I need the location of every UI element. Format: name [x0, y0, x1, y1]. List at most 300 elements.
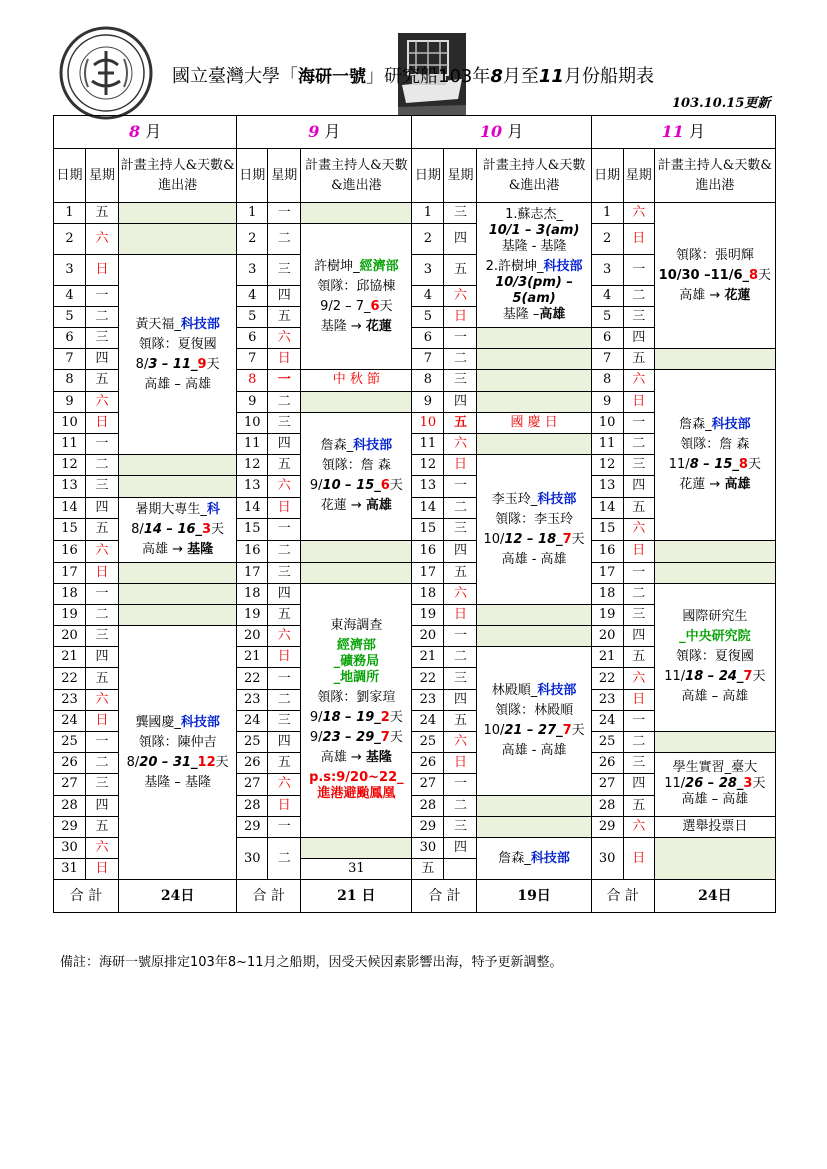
date-cell: 25	[54, 732, 86, 753]
date-cell: 19	[412, 604, 444, 625]
date-cell: 16	[412, 540, 444, 562]
plan-cell-nov-25	[654, 732, 775, 753]
weekday-cell: 五	[268, 455, 301, 476]
weekday-cell: 三	[444, 370, 477, 391]
date-cell: 5	[237, 306, 268, 327]
weekday-cell: 六	[444, 285, 477, 306]
plan-cell-nov-29: 選舉投票日	[654, 816, 775, 837]
plan-cell-oct-20	[477, 626, 591, 647]
date-cell: 15	[412, 519, 444, 541]
weekday-cell: 三	[444, 203, 477, 224]
date-cell: 2	[237, 224, 268, 255]
plan-cell-sep-10: 詹森_科技部 領隊：詹 森 9/10 – 15_6天 花蓮 → 高雄	[301, 412, 412, 540]
date-cell: 21	[591, 647, 623, 668]
plan-cell-nov-1: 領隊：張明輝 10/30 –11/6_8天 高雄 → 花蓮	[654, 203, 775, 349]
date-cell: 10	[237, 412, 268, 433]
date-cell: 19	[237, 604, 268, 625]
date-cell: 16	[54, 540, 86, 562]
plan-cell-aug-14: 暑期大專生_科 8/14 – 16_3天 高雄 → 基隆	[119, 497, 237, 562]
weekday-col-header: 星期	[268, 149, 301, 203]
date-col-header: 日期	[237, 149, 268, 203]
weekday-cell: 四	[444, 540, 477, 562]
weekday-cell: 六	[444, 583, 477, 604]
date-cell: 9	[591, 391, 623, 412]
weekday-cell: 三	[623, 753, 654, 774]
date-cell: 6	[591, 328, 623, 349]
plan-col-header: 計畫主持人&天數&進出港	[654, 149, 775, 203]
weekday-cell: 一	[268, 203, 301, 224]
date-cell: 30	[412, 837, 444, 858]
plan-cell-sep-1	[301, 203, 412, 224]
weekday-cell: 四	[623, 328, 654, 349]
date-cell: 29	[54, 816, 86, 837]
date-cell: 6	[237, 328, 268, 349]
total-days: 24日	[654, 880, 775, 913]
date-cell: 12	[591, 455, 623, 476]
date-cell: 13	[412, 476, 444, 497]
date-cell: 11	[54, 433, 86, 454]
plan-cell-aug-13	[119, 476, 237, 497]
date-col-header: 日期	[54, 149, 86, 203]
weekday-cell: 四	[268, 433, 301, 454]
weekday-cell: 五	[86, 668, 119, 689]
weekday-cell: 五	[86, 816, 119, 837]
date-cell: 4	[54, 285, 86, 306]
plan-cell-nov-17	[654, 562, 775, 583]
weekday-cell: 日	[268, 647, 301, 668]
weekday-cell: 三	[268, 710, 301, 731]
date-cell: 31	[54, 859, 86, 880]
date-cell: 13	[237, 476, 268, 497]
weekday-cell: 三	[268, 562, 301, 583]
total-label: 合 計	[591, 880, 654, 913]
plan-cell-oct-21: 林殿順_科技部 領隊：林殿順 10/21 – 27_7天 高雄 - 高雄	[477, 647, 591, 795]
date-cell: 16	[237, 540, 268, 562]
weekday-cell: 二	[444, 497, 477, 519]
weekday-cell: 五	[444, 254, 477, 285]
date-cell: 22	[412, 668, 444, 689]
date-cell: 19	[591, 604, 623, 625]
date-cell: 11	[412, 433, 444, 454]
plan-cell-sep-30	[301, 837, 412, 858]
plan-cell-oct-19	[477, 604, 591, 625]
weekday-cell: 日	[623, 837, 654, 879]
date-cell: 26	[54, 753, 86, 774]
weekday-col-header: 星期	[623, 149, 654, 203]
weekday-cell: 一	[444, 476, 477, 497]
weekday-cell: 五	[268, 604, 301, 625]
weekday-cell: 一	[86, 732, 119, 753]
weekday-cell: 五	[623, 497, 654, 519]
weekday-cell: 六	[444, 433, 477, 454]
date-cell: 3	[237, 254, 268, 285]
date-cell: 27	[237, 774, 268, 795]
weekday-cell: 六	[268, 774, 301, 795]
date-cell: 28	[591, 795, 623, 816]
plan-cell-oct-6	[477, 328, 591, 349]
weekday-cell: 一	[444, 626, 477, 647]
weekday-cell: 一	[623, 254, 654, 285]
date-cell: 8	[237, 370, 268, 391]
plan-cell-aug-17	[119, 562, 237, 583]
weekday-cell: 二	[623, 433, 654, 454]
weekday-cell: 日	[444, 753, 477, 774]
weekday-cell: 六	[623, 203, 654, 224]
date-cell: 15	[591, 519, 623, 541]
weekday-cell: 日	[268, 795, 301, 816]
month-header-8: 8 月	[54, 116, 237, 149]
weekday-cell: 三	[444, 816, 477, 837]
date-cell: 6	[54, 328, 86, 349]
plan-cell-sep-9	[301, 391, 412, 412]
plan-cell-oct-30: 詹森_科技部	[477, 837, 591, 879]
date-cell: 10	[412, 412, 444, 433]
weekday-cell: 四	[268, 285, 301, 306]
plan-col-header: 計畫主持人&天數&進出港	[477, 149, 591, 203]
weekday-cell: 二	[268, 540, 301, 562]
date-cell: 27	[591, 774, 623, 795]
weekday-cell: 日	[623, 540, 654, 562]
weekday-cell: 五	[86, 370, 119, 391]
date-cell: 23	[591, 689, 623, 710]
date-cell: 8	[54, 370, 86, 391]
weekday-cell: 二	[268, 689, 301, 710]
weekday-cell: 一	[86, 583, 119, 604]
weekday-cell: 一	[444, 774, 477, 795]
date-cell: 6	[412, 328, 444, 349]
weekday-cell: 四	[268, 583, 301, 604]
date-cell: 20	[591, 626, 623, 647]
date-cell: 29	[237, 816, 268, 837]
weekday-cell: 一	[268, 519, 301, 541]
weekday-cell: 二	[623, 583, 654, 604]
date-cell: 17	[412, 562, 444, 583]
date-cell: 7	[237, 349, 268, 370]
weekday-cell: 二	[444, 349, 477, 370]
date-cell: 13	[591, 476, 623, 497]
update-date: 103.10.15更新	[672, 96, 771, 111]
weekday-cell: 六	[86, 837, 119, 858]
weekday-cell: 五	[412, 859, 444, 880]
weekday-cell: 三	[444, 668, 477, 689]
weekday-cell: 三	[268, 412, 301, 433]
footnote: 備註：海研一號原排定103年8~11月之船期，因受天候因素影響出海，特予更新調整。	[60, 955, 563, 970]
date-cell: 25	[237, 732, 268, 753]
date-cell: 11	[237, 433, 268, 454]
plan-cell-aug-2	[119, 224, 237, 255]
date-cell: 2	[54, 224, 86, 255]
weekday-cell: 二	[268, 837, 301, 879]
date-cell: 31	[301, 859, 412, 880]
plan-cell-sep-8: 中 秋 節	[301, 370, 412, 391]
weekday-cell: 三	[623, 604, 654, 625]
total-label: 合 計	[54, 880, 119, 913]
weekday-cell: 三	[444, 519, 477, 541]
date-cell: 8	[412, 370, 444, 391]
plan-cell-nov-30	[654, 837, 775, 879]
weekday-cell: 四	[444, 391, 477, 412]
date-cell: 25	[591, 732, 623, 753]
weekday-cell: 三	[86, 476, 119, 497]
month-header-10: 10 月	[412, 116, 591, 149]
plan-col-header: 計畫主持人&天數&進出港	[301, 149, 412, 203]
weekday-cell: 六	[268, 476, 301, 497]
plan-col-header: 計畫主持人&天數&進出港	[119, 149, 237, 203]
plan-cell-nov-26: 學生實習_臺大 11/26 – 28_3天 高雄 – 高雄	[654, 753, 775, 817]
day-row-18	[54, 583, 776, 604]
date-cell: 26	[591, 753, 623, 774]
weekday-cell: 四	[268, 732, 301, 753]
weekday-cell: 日	[86, 412, 119, 433]
date-cell: 9	[54, 391, 86, 412]
total-label: 合 計	[237, 880, 301, 913]
date-cell: 21	[54, 647, 86, 668]
plan-cell-sep-17	[301, 562, 412, 583]
date-cell: 28	[237, 795, 268, 816]
ntu-seal-logo	[58, 25, 154, 121]
plan-cell-aug-20: 龔國慶_科技部 領隊：陳仲吉 8/20 – 31_12天 基隆 – 基隆	[119, 626, 237, 880]
month-header-9: 9 月	[237, 116, 412, 149]
weekday-col-header: 星期	[86, 149, 119, 203]
date-cell: 29	[591, 816, 623, 837]
weekday-cell: 日	[86, 710, 119, 731]
date-cell: 8	[591, 370, 623, 391]
plan-cell-oct-12: 李玉玲_科技部 領隊：李玉玲 10/12 – 18_7天 高雄 - 高雄	[477, 455, 591, 605]
date-cell: 17	[54, 562, 86, 583]
total-days: 21 日	[301, 880, 412, 913]
date-cell: 4	[591, 285, 623, 306]
date-cell: 3	[54, 254, 86, 285]
date-cell: 19	[54, 604, 86, 625]
date-cell: 27	[412, 774, 444, 795]
weekday-cell: 日	[623, 224, 654, 255]
weekday-cell: 二	[623, 285, 654, 306]
plan-cell-nov-8: 詹森_科技部 領隊：詹 森 11/8 – 15_8天 花蓮 → 高雄	[654, 370, 775, 540]
date-cell: 2	[591, 224, 623, 255]
weekday-cell: 日	[86, 254, 119, 285]
date-cell: 24	[412, 710, 444, 731]
plan-cell-oct-8	[477, 370, 591, 391]
weekday-cell: 三	[86, 328, 119, 349]
date-cell: 12	[54, 455, 86, 476]
date-cell: 15	[54, 519, 86, 541]
date-cell: 1	[412, 203, 444, 224]
plan-cell-oct-9	[477, 391, 591, 412]
date-cell: 1	[237, 203, 268, 224]
plan-cell-oct-1: 1.蘇志杰_ 10/1 – 3(am) 基隆 - 基隆 2.許樹坤_科技部 10/3(pm) –5(am) 基隆 –高雄	[477, 203, 591, 328]
date-cell: 1	[54, 203, 86, 224]
weekday-cell: 六	[623, 519, 654, 541]
plan-cell-nov-16	[654, 540, 775, 562]
weekday-cell: 三	[86, 626, 119, 647]
date-cell: 12	[412, 455, 444, 476]
plan-cell-aug-18	[119, 583, 237, 604]
weekday-cell: 一	[268, 816, 301, 837]
weekday-cell: 五	[623, 647, 654, 668]
weekday-cell: 四	[86, 497, 119, 519]
date-cell: 11	[591, 433, 623, 454]
plan-cell-sep-18: 東海調查 經濟部 _礦務局 _地調所 領隊：劉家瑄 9/18 – 19_2天 9/23 – 29_7天 高雄 → 基隆 p.s:9/20~22_ 進港避颱鳳凰	[301, 583, 412, 837]
weekday-cell: 日	[86, 562, 119, 583]
date-cell: 7	[591, 349, 623, 370]
date-cell: 9	[412, 391, 444, 412]
date-cell: 22	[591, 668, 623, 689]
weekday-cell: 五	[268, 306, 301, 327]
date-col-header: 日期	[412, 149, 444, 203]
weekday-cell: 五	[444, 412, 477, 433]
date-cell: 17	[237, 562, 268, 583]
date-cell: 21	[237, 647, 268, 668]
weekday-cell: 五	[444, 562, 477, 583]
total-days: 24日	[119, 880, 237, 913]
date-col-header: 日期	[591, 149, 623, 203]
date-cell: 27	[54, 774, 86, 795]
weekday-cell: 六	[268, 328, 301, 349]
weekday-cell: 五	[623, 349, 654, 370]
weekday-cell: 一	[86, 285, 119, 306]
weekday-cell: 四	[623, 626, 654, 647]
day-row-17	[54, 562, 776, 583]
weekday-cell: 四	[623, 774, 654, 795]
plan-cell-aug-1	[119, 203, 237, 224]
date-cell: 4	[412, 285, 444, 306]
date-cell: 24	[591, 710, 623, 731]
month-header-11: 11 月	[591, 116, 775, 149]
date-cell: 4	[237, 285, 268, 306]
date-cell: 24	[237, 710, 268, 731]
date-cell: 3	[591, 254, 623, 285]
weekday-cell: 六	[86, 689, 119, 710]
plan-cell-oct-29	[477, 816, 591, 837]
date-cell: 26	[412, 753, 444, 774]
weekday-cell: 六	[86, 540, 119, 562]
date-cell: 1	[591, 203, 623, 224]
weekday-cell: 三	[268, 254, 301, 285]
weekday-cell: 四	[86, 349, 119, 370]
date-cell: 10	[54, 412, 86, 433]
weekday-cell: 日	[444, 455, 477, 476]
weekday-cell: 四	[444, 689, 477, 710]
date-cell: 30	[237, 837, 268, 879]
weekday-cell: 二	[86, 455, 119, 476]
plan-cell-oct-28	[477, 795, 591, 816]
date-cell: 29	[412, 816, 444, 837]
weekday-cell: 六	[86, 391, 119, 412]
plan-cell-oct-10: 國 慶 日	[477, 412, 591, 433]
date-cell: 22	[54, 668, 86, 689]
date-cell: 14	[412, 497, 444, 519]
date-cell: 16	[591, 540, 623, 562]
date-cell: 14	[237, 497, 268, 519]
date-cell: 10	[591, 412, 623, 433]
date-cell: 20	[237, 626, 268, 647]
weekday-cell: 日	[444, 604, 477, 625]
date-cell: 30	[54, 837, 86, 858]
date-cell: 20	[412, 626, 444, 647]
weekday-cell: 二	[86, 604, 119, 625]
date-cell: 23	[412, 689, 444, 710]
plan-cell-aug-3: 黃天福_科技部 領隊：夏復國 8/3 – 11_9天 高雄 – 高雄	[119, 254, 237, 454]
date-cell: 30	[591, 837, 623, 879]
date-cell: 15	[237, 519, 268, 541]
date-cell: 22	[237, 668, 268, 689]
weekday-cell: 日	[268, 349, 301, 370]
date-cell: 18	[54, 583, 86, 604]
weekday-cell: 日	[623, 391, 654, 412]
weekday-cell: 一	[623, 710, 654, 731]
weekday-cell: 四	[623, 476, 654, 497]
date-cell: 9	[237, 391, 268, 412]
weekday-cell: 二	[268, 224, 301, 255]
date-cell: 13	[54, 476, 86, 497]
weekday-cell: 一	[444, 328, 477, 349]
weekday-cell: 三	[86, 774, 119, 795]
weekday-cell: 六	[268, 626, 301, 647]
date-cell: 14	[591, 497, 623, 519]
date-cell: 26	[237, 753, 268, 774]
weekday-cell: 四	[444, 224, 477, 255]
weekday-cell: 三	[623, 455, 654, 476]
weekday-cell: 三	[623, 306, 654, 327]
date-cell: 21	[412, 647, 444, 668]
date-cell: 23	[54, 689, 86, 710]
date-cell: 5	[591, 306, 623, 327]
date-cell: 18	[412, 583, 444, 604]
date-cell: 17	[591, 562, 623, 583]
weekday-cell: 六	[86, 224, 119, 255]
date-cell: 20	[54, 626, 86, 647]
plan-cell-nov-7	[654, 349, 775, 370]
date-cell: 24	[54, 710, 86, 731]
weekday-cell: 四	[444, 837, 477, 858]
date-cell: 7	[412, 349, 444, 370]
date-cell: 23	[237, 689, 268, 710]
weekday-cell: 二	[86, 753, 119, 774]
date-cell: 18	[591, 583, 623, 604]
weekday-cell: 六	[623, 370, 654, 391]
date-cell: 14	[54, 497, 86, 519]
weekday-cell: 一	[268, 668, 301, 689]
weekday-cell: 六	[623, 816, 654, 837]
weekday-cell: 五	[444, 710, 477, 731]
plan-cell-nov-18: 國際研究生 _中央研究院 領隊：夏復國 11/18 – 24_7天 高雄 – 高雄	[654, 583, 775, 731]
weekday-cell: 六	[444, 732, 477, 753]
weekday-cell: 一	[268, 370, 301, 391]
plan-cell-aug-19	[119, 604, 237, 625]
total-label: 合 計	[412, 880, 477, 913]
date-cell: 28	[54, 795, 86, 816]
weekday-cell: 五	[623, 795, 654, 816]
weekday-cell: 一	[623, 562, 654, 583]
weekday-cell: 六	[623, 668, 654, 689]
weekday-cell: 二	[444, 795, 477, 816]
schedule-table	[53, 115, 776, 913]
plan-cell-oct-11	[477, 433, 591, 454]
date-cell: 25	[412, 732, 444, 753]
weekday-cell: 一	[86, 433, 119, 454]
date-cell: 7	[54, 349, 86, 370]
day-row-1	[54, 203, 776, 224]
weekday-cell: 五	[268, 753, 301, 774]
weekday-cell: 日	[268, 497, 301, 519]
date-cell: 12	[237, 455, 268, 476]
weekday-cell: 五	[86, 203, 119, 224]
date-cell: 28	[412, 795, 444, 816]
weekday-cell: 日	[86, 859, 119, 880]
plan-cell-sep-2: 許樹坤_經濟部 領隊：邱協棟 9/2 – 7_6天 基隆 → 花蓮	[301, 224, 412, 370]
date-cell: 18	[237, 583, 268, 604]
weekday-cell: 一	[623, 412, 654, 433]
